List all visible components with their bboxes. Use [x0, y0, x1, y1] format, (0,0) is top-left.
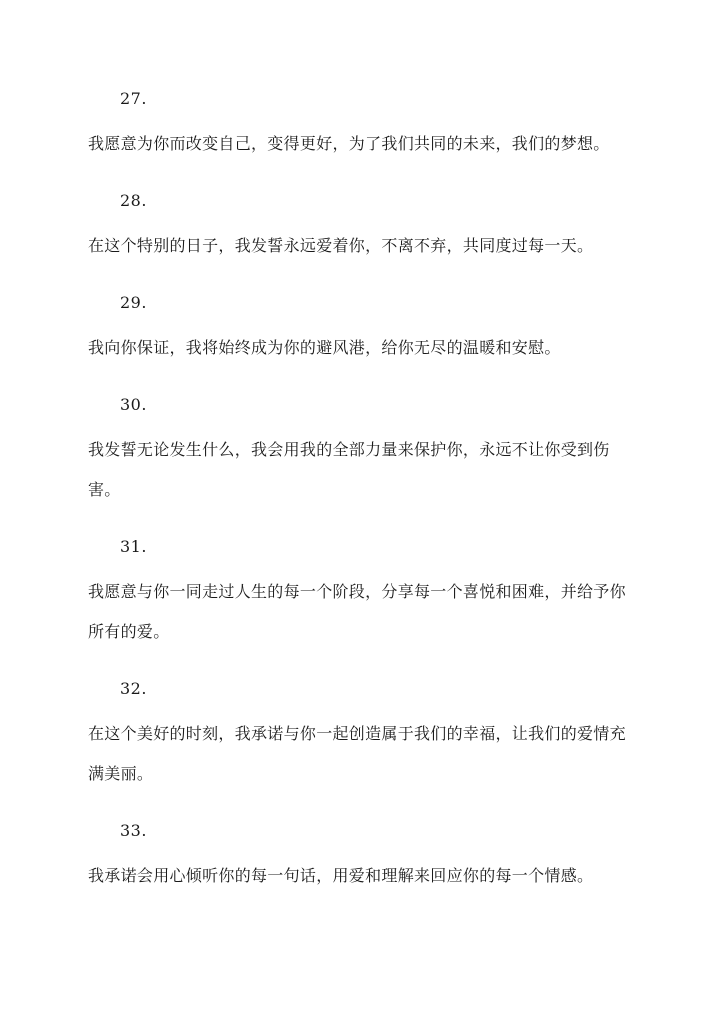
- list-item: [88, 84, 636, 164]
- list-item: [88, 186, 636, 266]
- list-item: [88, 532, 636, 652]
- vow-list: [88, 84, 636, 896]
- list-item: [88, 674, 636, 794]
- item-text: 我发誓无论发生什么，我会用我的全部力量来保护你，永远不让你受到伤害。: [88, 440, 610, 499]
- item-text: 我愿意为你而改变自己，变得更好，为了我们共同的未来，我们的梦想。: [88, 134, 610, 153]
- item-text: 在这个美好的时刻，我承诺与你一起创造属于我们的幸福，让我们的爱情充满美丽。: [88, 724, 626, 783]
- item-number: 27.: [120, 89, 147, 108]
- item-number: 29.: [120, 293, 147, 312]
- item-number: 31.: [120, 537, 147, 556]
- item-number: 33.: [120, 821, 147, 840]
- list-item: [88, 390, 636, 510]
- item-text: 在这个特别的日子，我发誓永远爱着你，不离不弃，共同度过每一天。: [88, 236, 594, 255]
- item-text: 我向你保证，我将始终成为你的避风港，给你无尽的温暖和安慰。: [88, 338, 561, 357]
- item-number: 28.: [120, 191, 147, 210]
- item-text: 我愿意与你一同走过人生的每一个阶段，分享每一个喜悦和困难，并给予你所有的爱。: [88, 582, 626, 641]
- list-item: [88, 288, 636, 368]
- list-item: [88, 816, 636, 896]
- item-number: 32.: [120, 679, 147, 698]
- item-text: 我承诺会用心倾听你的每一句话，用爱和理解来回应你的每一个情感。: [88, 866, 594, 885]
- item-number: 30.: [120, 395, 147, 414]
